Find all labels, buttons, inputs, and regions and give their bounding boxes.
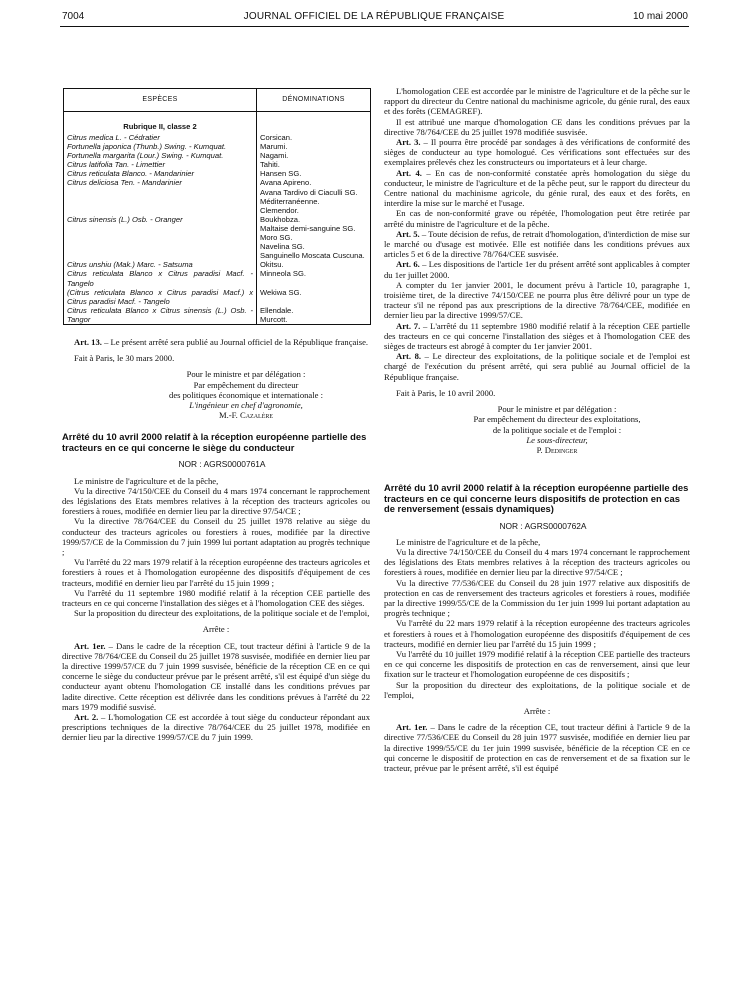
species-cell: Citrus latifolia Tan. - Limettier: [64, 160, 257, 169]
variety-name: Tahiti.: [260, 160, 280, 170]
table-row: [64, 306, 370, 324]
arrete-right: Arrête :: [523, 706, 551, 717]
art7: Art. 7. – L'arrêté du 11 septembre 1980 modifié relatif à la réception CEE partielle des tracteurs en ce qui concerne l'installation des sièges et à l'homologation CEE des sièges de tracteurs est abrogé à compter du 1er janvier 2001.: [384, 320, 690, 352]
species-table: [63, 88, 371, 325]
decree3-q4: Vu l'arrêté du 22 mars 1979 relatif à la réception européenne des tracteurs agricoles et forestiers à roues et à l'homologation européenne des dispositifs d'équipement de ces tracteurs, modifié en dernier lieu par l'arrêté du 15 juin 1999 ;: [384, 618, 690, 649]
names-cell: [257, 169, 370, 178]
names-cell: [257, 178, 370, 214]
table-row: [64, 260, 370, 269]
decree3-q5: Vu l'arrêté du 10 juillet 1979 modifié relatif à la réception CEE partielle des tracteurs en ce qui concerne les dispositifs de protection en cas de renversement, ainsi que leur fixation sur le tracteur et l'homologation européenne de ces dispositifs ;: [384, 649, 690, 680]
table-body: [64, 133, 370, 324]
art5: Art. 5. – Toute décision de refus, de retrait d'homologation, d'interdiction de mise sur le marché ou d'usage est motivée. Elle est notifiée dans les conditions prévues aux articles 5 et 6 de la directive 78/764/CEE susvisée.: [384, 228, 690, 260]
variety-name: Ellendale.: [260, 305, 294, 315]
right-column: [384, 86, 690, 773]
variety-name: Avana Tardivo di Ciaculli SG.: [260, 187, 358, 197]
sig-left-3: des politiques économique et internationale :: [169, 389, 323, 400]
species-cell: (Citrus reticulata Blanco x Citrus paradisi Macf.) x Citrus paradisi Macf. - Tangelo: [64, 288, 257, 306]
names-cell: [257, 288, 370, 306]
variety-name: Maltaise demi-sanguine SG.: [260, 223, 356, 233]
decree2-p4: Vu l'arrêté du 22 mars 1979 relatif à la réception européenne des tracteurs agricoles et forestiers à roues et à l'homologation européenne des dispositifs d'équipement de ces tracteurs, modifié en dernier lieu par l'arrêté du 15 juin 1999 ;: [62, 557, 370, 588]
fait-left: Fait à Paris, le 30 mars 2000.: [74, 353, 175, 364]
variety-name: Murcott.: [260, 314, 288, 324]
sig-right-1: Pour le ministre et par délégation :: [497, 404, 617, 415]
sig-right-5: P. Dedinger: [536, 444, 578, 455]
variety-name: Wekiwa SG.: [260, 287, 302, 297]
variety-name: Avana Apireno.: [260, 178, 312, 188]
page-number: 7004: [62, 11, 85, 22]
decree2-art1: Art. 1er. – Dans le cadre de la réception CE, tout tracteur défini à l'article 9 de la directive 78/764/CEE du Conseil du 25 juillet 1978 susvisée, modifiée en dernier lieu par la directive 1999/57/CE du 7 juin 1999 susvisée, bénéficie de la réception CE en ce qui concerne le siège du conducteur prévue par le présent arrêté, s'il est équipé d'un siège du conducteur ayant obtenu l'homologation CE installé dans les conditions prévues par ladite directive. Cette réception est délivrée dans les conditions prévues à l'arrêté du 22 mars 1979 modifié susvisé.: [62, 640, 371, 712]
decree2-title: Arrêté du 10 avril 2000 relatif à la réception européenne partielle des tracteurs en ce qui concerne le siège du conducteur: [62, 431, 367, 453]
names-cell: [257, 260, 370, 269]
col-header-species: ESPÈCES: [64, 89, 257, 111]
art8: Art. 8. – Le directeur des exploitations, de la politique sociale et de l'emploi est chargé de l'exécution du présent arrêté, qui sera publié au Journal officiel de la République française.: [384, 351, 691, 382]
decree3-q1: Le ministre de l'agriculture et de la pêche,: [396, 536, 541, 547]
decree3-q3: Vu la directive 77/536/CEE du Conseil du 28 juin 1977 relative aux dispositifs de protection en cas de renversement des tracteurs agricoles et forestiers à roues, modifiée par la directive 1999/55/CE de la Commission du 1er juin 1999 lui portant adaptation au progrès technique ;: [384, 577, 690, 619]
variety-name: Corsican.: [260, 133, 293, 142]
issue-date: 10 mai 2000: [632, 11, 688, 22]
names-cell: [257, 142, 370, 151]
variety-name: Minneola SG.: [260, 269, 307, 279]
sig-left-2: Par empêchement du directeur: [193, 379, 299, 390]
decree3-art1: Art. 1er. – Dans le cadre de la réception CE, tout tracteur défini à l'article 9 de la directive 77/536/CEE du Conseil du 28 juin 1977 susvisée, modifiée en dernier lieu par la directive 1999/55/CE du 1er juin 1999 susvisée, bénéficie de la réception CE en ce qui concerne le dispositif de protection en cas de renversement et de sa fixation sur le tracteur, prévue par le présent arrêté, s'il est équipé: [384, 722, 691, 774]
names-cell: [257, 151, 370, 160]
decree3-q6: Sur la proposition du directeur des exploitations, de la politique sociale et de l'emploi,: [384, 679, 690, 700]
fait-right: Fait à Paris, le 10 avril 2000.: [396, 387, 496, 398]
species-cell: Citrus reticulata Blanco x Citrus paradisi Macf. - Tangelo: [64, 269, 257, 287]
art6: Art. 6. – Les dispositions de l'article 1er du présent arrêté sont applicables à compter du 1er juillet 2000.: [384, 259, 691, 280]
variety-name: Moro SG.: [260, 233, 293, 243]
species-cell: Citrus deliciosa Ten. - Mandarinier: [64, 178, 257, 214]
sig-right-3: de la politique sociale et de l'emploi :: [492, 424, 622, 435]
species-cell: Citrus unshiu (Mak.) Marc. - Satsuma: [64, 260, 257, 269]
species-cell: Citrus medica L. - Cédratier: [64, 133, 257, 142]
decree2-p5: Vu l'arrêté du 11 septembre 1980 modifié relatif à la réception CEE partielle des tracteurs en ce qui concerne l'installation des sièges et à l'homologation CEE des sièges.: [62, 587, 370, 609]
species-cell: Fortunella japonica (Thunb.) Swing. - Kumquat.: [64, 142, 257, 151]
species-cell: Fortunella margarita (Lour.) Swing. - Kumquat.: [64, 151, 257, 160]
names-cell: [257, 215, 370, 260]
art13: Art. 13. – Le présent arrêté sera publié au Journal officiel de la République française.: [74, 336, 369, 347]
r2: Il est attribué une marque d'homologation CE dans les conditions prévues par la directive 78/764/CEE du 25 juillet 1978 modifiée susvisée.: [384, 116, 690, 137]
decree2-p3: Vu la directive 78/764/CEE du Conseil du 25 juillet 1978 relative au siège du conducteur des tracteurs agricoles ou forestiers à roues, modifiée par la directive 1999/57/CE de la Commission du 7 juin 1999 lui portant adaptation au progrès technique ;: [62, 516, 370, 558]
sig-right-2: Par empêchement du directeur des exploitations,: [473, 414, 641, 425]
species-cell: Citrus reticulata Blanco. - Mandarinier: [64, 169, 257, 178]
table-row: [64, 288, 370, 306]
decree3-q2: Vu la directive 74/150/CEE du Conseil du 4 mars 1974 concernant le rapprochement des législations des Etats membres relatives à la réception des tracteurs agricoles ou forestiers à roues, modifiée en dernier lieu par la directive 97/54/CE ;: [384, 547, 690, 578]
variety-name: Okitsu.: [260, 260, 284, 270]
variety-name: Navelina SG.: [260, 242, 305, 252]
table-row: [64, 142, 370, 151]
table-row: [64, 178, 370, 214]
sig-right-4: Le sous-directeur,: [526, 434, 588, 445]
decree2-p1: Le ministre de l'agriculture et de la pêche,: [74, 475, 219, 486]
variety-name: Nagami.: [260, 151, 289, 161]
decree2-nor: NOR : AGRS0000761A: [178, 459, 266, 470]
names-cell: [257, 160, 370, 169]
decree2-art2: Art. 2. – L'homologation CE est accordée à tout siège du conducteur répondant aux prescriptions techniques de la directive 78/764/CEE du 25 juillet 1978, modifiée en dernier lieu par la directive 1999/57/CE du 7 juin 1999.: [62, 712, 370, 743]
table-header: [64, 89, 370, 112]
r3: En cas de non-conformité grave ou répétée, l'homologation peut être retirée par arrêté du ministre de l'agriculture et de la pêche.: [384, 208, 690, 229]
variety-name: Clemendor.: [260, 205, 299, 215]
variety-name: Méditerranéenne.: [260, 196, 320, 206]
variety-name: Boukhobza.: [260, 214, 301, 224]
table-row: [64, 215, 370, 260]
decree3-nor: NOR : AGRS0000762A: [499, 520, 587, 531]
table-row: [64, 269, 370, 287]
left-column: [62, 88, 370, 743]
header-rule: [60, 26, 689, 27]
page-header: [0, 8, 748, 26]
variety-name: Sanguinello Moscata Cuscuna.: [260, 251, 365, 261]
decree2-p2: Vu la directive 74/150/CEE du Conseil du 4 mars 1974 concernant le rapprochement des législations des Etats membres relatives à la réception des tracteurs agricoles ou forestiers à roues, modifiée en dernier lieu par la directive 97/54/CE ;: [62, 485, 370, 517]
rubric-label: Rubrique II, classe 2: [64, 112, 257, 133]
journal-title: JOURNAL OFFICIEL DE LA RÉPUBLIQUE FRANÇAISE: [243, 11, 505, 22]
table-row: [64, 133, 370, 142]
variety-name: Hansen SG.: [260, 169, 302, 179]
table-row: [64, 169, 370, 178]
names-cell: [257, 306, 370, 324]
variety-name: Marumi.: [260, 142, 288, 152]
arrete-left: Arrête :: [202, 624, 230, 635]
species-cell: Citrus reticulata Blanco x Citrus sinensis (L.) Osb. - Tangor: [64, 306, 257, 324]
art4: Art. 4. – En cas de non-conformité constatée après homologation du siège du conducteur, le ministre de l'agriculture et de la pêche peut, sur le rapport du directeur du Centre national du machinisme agricole, du génie rural, des eaux et des forêts, en interdire la mise sur le marché et l'usage.: [384, 167, 691, 209]
col-header-names: DÉNOMINATIONS: [282, 96, 345, 103]
names-cell: [257, 133, 370, 142]
table-row: [64, 160, 370, 169]
art3: Art. 3. – Il pourra être procédé par sondages à des vérifications de conformité des sièges de conducteur au type homologué. Ces vérifications sont effectuées sur des exemplaires prélevés chez les constructeurs ou importateurs et à leur charge.: [384, 137, 690, 168]
table-row: [64, 151, 370, 160]
sig-left-1: Pour le ministre et par délégation :: [186, 369, 306, 380]
sig-left-4: L'ingénieur en chef d'agronomie,: [189, 399, 303, 410]
species-cell: Citrus sinensis (L.) Osb. - Oranger: [64, 215, 257, 260]
sig-left-5: M.-F. Cazalère: [218, 410, 274, 421]
r1: L'homologation CEE est accordée par le ministre de l'agriculture et de la pêche sur le rapport du directeur du Centre national du machinisme agricole, du génie rural, des eaux et des forêts (CEMAGREF).: [384, 86, 690, 117]
names-cell: [257, 269, 370, 287]
decree2-p6: Sur la proposition du directeur des exploitations, de la politique sociale et de l'emploi,: [74, 608, 370, 619]
r4: A compter du 1er janvier 2001, le document prévu à l'article 10, paragraphe 1, troisième tiret, de la directive 74/150/CEE ne pourra plus être délivré pour un type de tracteur s'il ne répond pas aux prescriptions de la directive 78/764/CEE, modifiée en dernier lieu par la directive 1999/57/CE.: [384, 279, 690, 321]
decree3-title: Arrêté du 10 avril 2000 relatif à la réception européenne partielle des tracteurs en ce qui concerne leurs dispositifs de protection en cas de renversement (essais dynamiques): [384, 482, 689, 515]
